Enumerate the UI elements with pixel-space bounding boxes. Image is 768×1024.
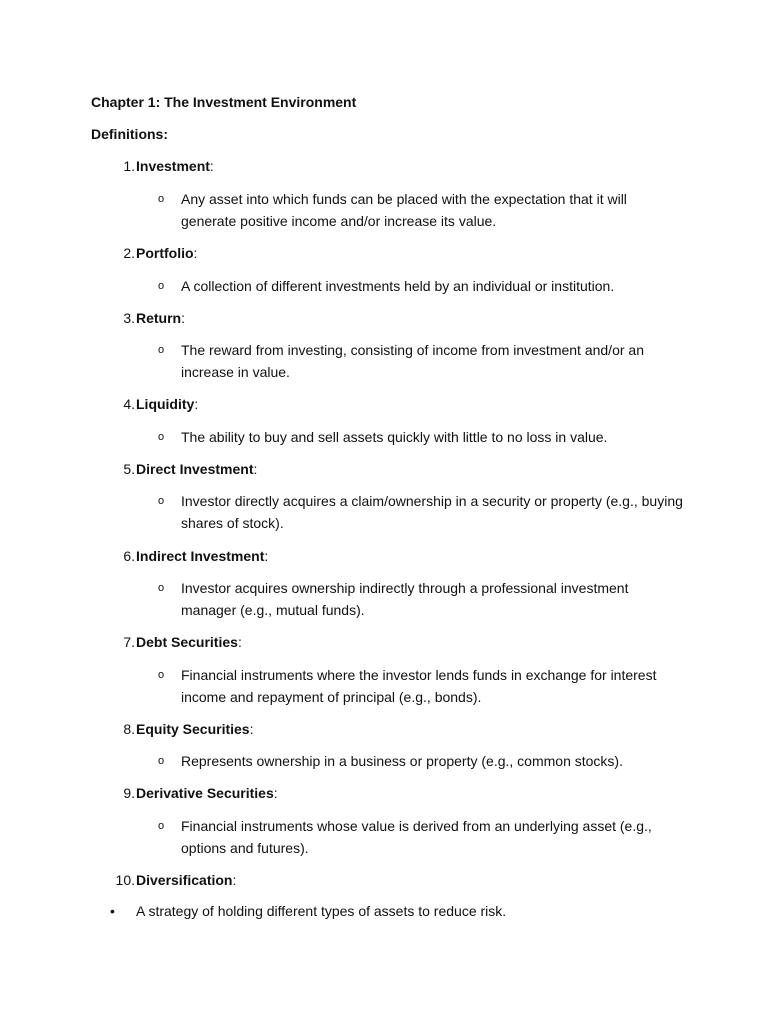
item-number: 3.: [123, 310, 135, 326]
item-number: 5.: [123, 461, 135, 477]
item-number: 7.: [123, 634, 135, 650]
item-number: 6.: [123, 548, 135, 564]
description-text: Represents ownership in a business or property (e.g., common stocks).: [181, 753, 623, 769]
definition-term: [110, 393, 710, 415]
bullet-dot-icon: •: [110, 903, 115, 919]
definition-description: [155, 188, 685, 232]
item-number: 2.: [123, 245, 135, 261]
hollow-bullet-icon: o: [158, 669, 165, 681]
definition-description: [155, 577, 685, 621]
definition-description: [155, 490, 685, 534]
term-name: Equity Securities: [136, 721, 250, 737]
item-number: 9.: [123, 785, 135, 801]
term-name: Debt Securities: [136, 634, 238, 650]
definition-term: [110, 869, 710, 891]
term-name: Liquidity: [136, 396, 195, 412]
item-number: 1.: [123, 158, 135, 174]
term-colon: :: [273, 785, 278, 801]
term-name: Derivative Securities: [136, 785, 274, 801]
term-colon: :: [194, 396, 199, 412]
term-name: Investment: [136, 158, 210, 174]
chapter-title: Chapter 1: The Investment Environment: [91, 94, 357, 110]
term-name: Indirect Investment: [136, 548, 265, 564]
definition-term: [110, 155, 710, 177]
description-text: Financial instruments whose value is derived from an underlying asset (e.g., options and futures).: [181, 818, 652, 856]
term-colon: :: [181, 310, 186, 326]
definition-description: [155, 664, 685, 708]
hollow-bullet-icon: o: [158, 820, 165, 832]
description-text: A collection of different investments held by an individual or institution.: [181, 278, 615, 294]
hollow-bullet-icon: o: [158, 755, 165, 767]
term-name: Direct Investment: [136, 461, 254, 477]
definition-term: [110, 242, 710, 264]
term-colon: :: [209, 158, 214, 174]
definition-description: [155, 426, 685, 448]
definition-term: [110, 718, 710, 740]
term-colon: :: [253, 461, 258, 477]
term-name: Diversification: [136, 872, 233, 888]
hollow-bullet-icon: o: [158, 582, 165, 594]
hollow-bullet-icon: o: [158, 280, 165, 292]
definitions-heading: Definitions:: [91, 126, 168, 142]
item-number: 4.: [123, 396, 135, 412]
description-text: Any asset into which funds can be placed with the expectation that it will generate positive income and/or increase its value.: [181, 191, 627, 229]
definition-term: [110, 458, 710, 480]
definition-term: [110, 631, 710, 653]
definition-description: [155, 339, 685, 383]
final-bullet-item: [110, 900, 710, 922]
term-colon: :: [264, 548, 269, 564]
description-text: Financial instruments where the investor lends funds in exchange for interest income and repayment of principal (e.g., bonds).: [181, 667, 657, 705]
hollow-bullet-icon: o: [158, 431, 165, 443]
definition-description: [155, 815, 685, 859]
definition-term: [110, 307, 710, 329]
description-text: Investor acquires ownership indirectly through a professional investment manager (e.g., mutual funds).: [181, 580, 629, 618]
definition-term: [110, 782, 710, 804]
description-text: The ability to buy and sell assets quickly with little to no loss in value.: [181, 429, 608, 445]
hollow-bullet-icon: o: [158, 344, 165, 356]
term-colon: :: [237, 634, 242, 650]
term-colon: :: [232, 872, 237, 888]
description-text: The reward from investing, consisting of income from investment and/or an increase in value.: [181, 342, 644, 380]
term-colon: :: [249, 721, 254, 737]
definition-description: [155, 275, 685, 297]
final-description-text: A strategy of holding different types of assets to reduce risk.: [136, 903, 507, 919]
item-number: 8.: [123, 721, 135, 737]
term-colon: :: [193, 245, 198, 261]
term-name: Return: [136, 310, 182, 326]
definition-description: [155, 750, 685, 772]
item-number: 10.: [115, 872, 135, 888]
term-name: Portfolio: [136, 245, 194, 261]
hollow-bullet-icon: o: [158, 495, 165, 507]
description-text: Investor directly acquires a claim/ownership in a security or property (e.g., buying shares of stock).: [181, 493, 683, 531]
definition-term: [110, 545, 710, 567]
hollow-bullet-icon: o: [158, 193, 165, 205]
